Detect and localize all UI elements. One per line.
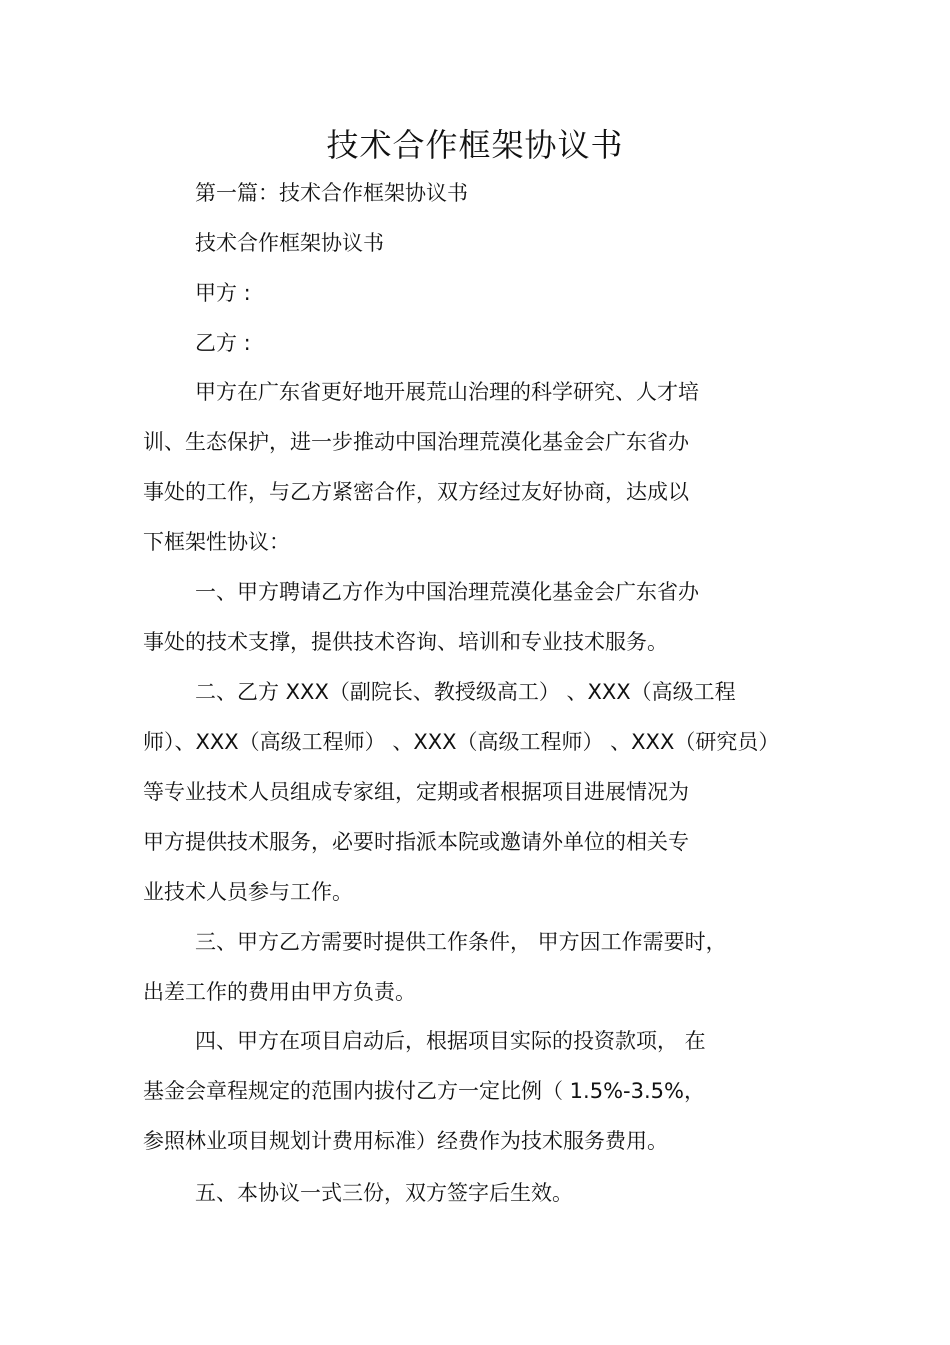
clause-4-line-1: 四、甲方在项目启动后，根据项目实际的投资款项， 在 (195, 1029, 706, 1053)
clause-2-line-1: 二、乙方 XXX（副院长、教授级高工） 、XXX（高级工程 (195, 680, 736, 704)
clause-2-line-4: 甲方提供技术服务，必要时指派本院或邀请外单位的相关专 (143, 830, 689, 854)
chapter-heading: 第一篇：技术合作框架协议书 (195, 181, 468, 205)
clause-2-line-3: 等专业技术人员组成专家组，定期或者根据项目进展情况为 (143, 780, 689, 804)
clause-1-line-2: 事处的技术支撑，提供技术咨询、培训和专业技术服务。 (143, 630, 668, 654)
party-b-label: 乙方 : (195, 331, 251, 355)
document-title: 技术合作框架协议书 (326, 126, 624, 164)
clause-4-line-3: 参照林业项目规划计费用标准）经费作为技术服务费用。 (143, 1129, 668, 1153)
intro-line-2: 训、生态保护，进一步推动中国治理荒漠化基金会广东省办 (143, 430, 689, 454)
subtitle-line: 技术合作框架协议书 (195, 231, 384, 255)
clause-2-line-5: 业技术人员参与工作。 (143, 880, 353, 904)
clause-2-line-2: 师）、XXX（高级工程师） 、XXX（高级工程师） 、XXX（研究员） (143, 730, 780, 754)
intro-line-1: 甲方在广东省更好地开展荒山治理的科学研究、人才培 (195, 380, 699, 404)
intro-line-4: 下框架性协议： (143, 530, 290, 554)
clause-3-line-2: 出差工作的费用由甲方负责。 (143, 980, 416, 1004)
clause-5-line-1: 五、本协议一式三份，双方签字后生效。 (195, 1181, 573, 1205)
intro-line-3: 事处的工作，与乙方紧密合作，双方经过友好协商，达成以 (143, 480, 689, 504)
clause-3-line-1: 三、甲方乙方需要时提供工作条件， 甲方因工作需要时， (195, 930, 727, 954)
party-a-label: 甲方 : (195, 281, 251, 305)
clause-1-line-1: 一、甲方聘请乙方作为中国治理荒漠化基金会广东省办 (195, 580, 699, 604)
clause-4-line-2: 基金会章程规定的范围内拔付乙方一定比例（ 1.5%-3.5%， (143, 1079, 705, 1103)
